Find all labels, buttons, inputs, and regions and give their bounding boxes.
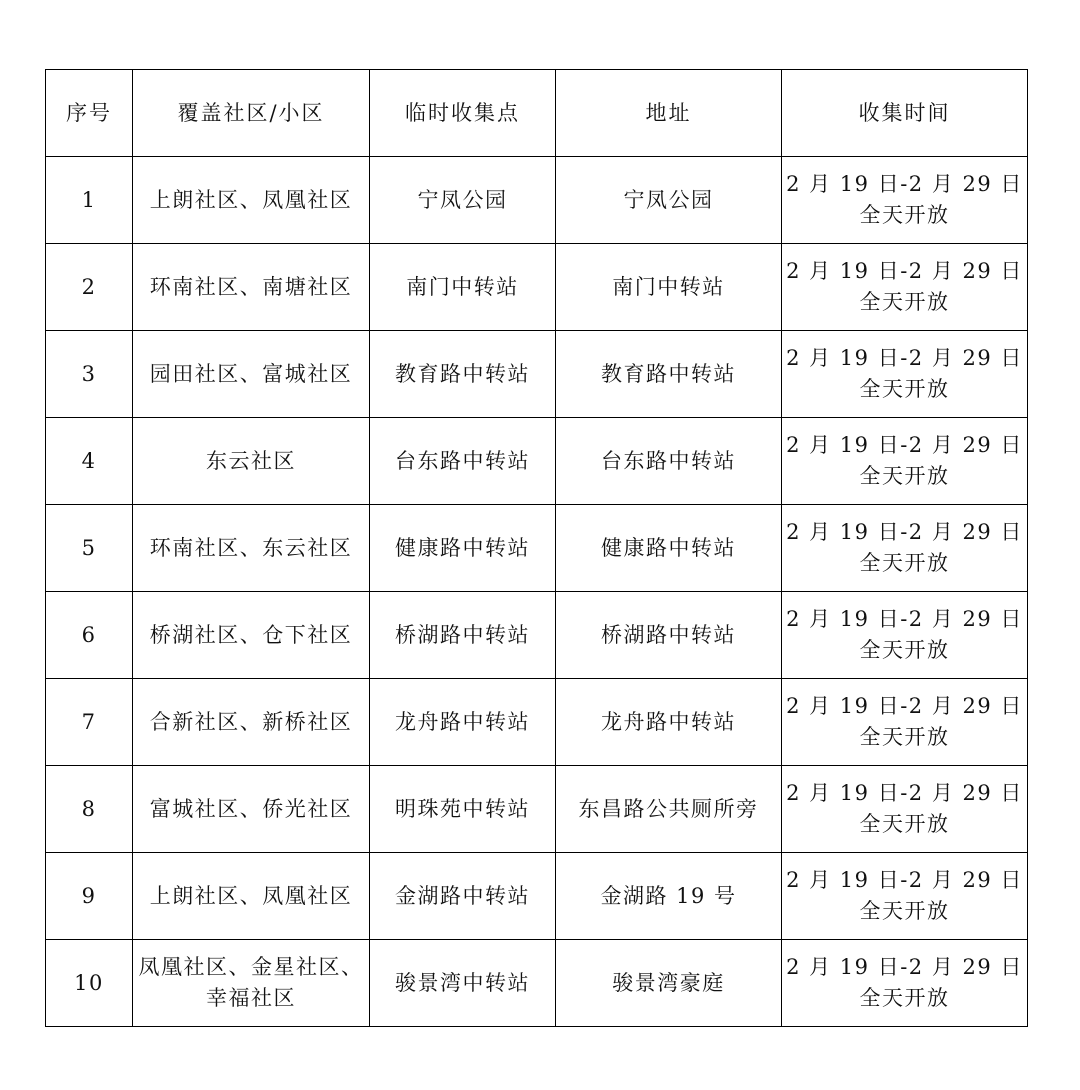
time-range: 2 月 19 日-2 月 29 日 <box>786 955 1023 979</box>
time-note: 全天开放 <box>859 638 950 662</box>
table-row <box>46 157 1028 244</box>
cell-community: 东云社区 <box>133 418 370 505</box>
cell-community: 富城社区、侨光社区 <box>133 766 370 853</box>
cell-time <box>782 766 1028 853</box>
time-range: 2 月 19 日-2 月 29 日 <box>786 346 1023 370</box>
cell-time <box>782 505 1028 592</box>
cell-no: 4 <box>46 418 133 505</box>
cell-community: 桥湖社区、仓下社区 <box>133 592 370 679</box>
cell-community: 凤凰社区、金星社区、幸福社区 <box>133 940 370 1027</box>
time-note: 全天开放 <box>859 203 950 227</box>
table-row <box>46 505 1028 592</box>
table-row <box>46 244 1028 331</box>
cell-address: 东昌路公共厕所旁 <box>556 766 782 853</box>
cell-no: 9 <box>46 853 133 940</box>
cell-community: 环南社区、南塘社区 <box>133 244 370 331</box>
time-note: 全天开放 <box>859 377 950 401</box>
time-note: 全天开放 <box>859 290 950 314</box>
time-note: 全天开放 <box>859 812 950 836</box>
time-note: 全天开放 <box>859 464 950 488</box>
cell-point: 宁凤公园 <box>370 157 556 244</box>
cell-point: 健康路中转站 <box>370 505 556 592</box>
cell-point: 桥湖路中转站 <box>370 592 556 679</box>
cell-no: 10 <box>46 940 133 1027</box>
time-note: 全天开放 <box>859 899 950 923</box>
header-community: 覆盖社区/小区 <box>133 70 370 157</box>
cell-point: 南门中转站 <box>370 244 556 331</box>
cell-time <box>782 853 1028 940</box>
cell-address: 龙舟路中转站 <box>556 679 782 766</box>
cell-address: 健康路中转站 <box>556 505 782 592</box>
time-range: 2 月 19 日-2 月 29 日 <box>786 868 1023 892</box>
cell-community: 上朗社区、凤凰社区 <box>133 157 370 244</box>
cell-time <box>782 331 1028 418</box>
header-address: 地址 <box>556 70 782 157</box>
cell-no: 1 <box>46 157 133 244</box>
table-body <box>46 157 1028 1027</box>
cell-community: 合新社区、新桥社区 <box>133 679 370 766</box>
cell-address: 宁凤公园 <box>556 157 782 244</box>
cell-no: 3 <box>46 331 133 418</box>
cell-community: 园田社区、富城社区 <box>133 331 370 418</box>
table-row <box>46 679 1028 766</box>
cell-point: 龙舟路中转站 <box>370 679 556 766</box>
cell-no: 8 <box>46 766 133 853</box>
cell-time <box>782 592 1028 679</box>
collection-points-table <box>45 69 1028 1027</box>
cell-no: 7 <box>46 679 133 766</box>
cell-point: 骏景湾中转站 <box>370 940 556 1027</box>
cell-no: 2 <box>46 244 133 331</box>
time-range: 2 月 19 日-2 月 29 日 <box>786 781 1023 805</box>
cell-time <box>782 157 1028 244</box>
time-range: 2 月 19 日-2 月 29 日 <box>786 259 1023 283</box>
table-row <box>46 940 1028 1027</box>
cell-time <box>782 940 1028 1027</box>
cell-address: 台东路中转站 <box>556 418 782 505</box>
cell-address: 南门中转站 <box>556 244 782 331</box>
cell-address: 桥湖路中转站 <box>556 592 782 679</box>
table-row <box>46 418 1028 505</box>
time-range: 2 月 19 日-2 月 29 日 <box>786 172 1023 196</box>
cell-community: 环南社区、东云社区 <box>133 505 370 592</box>
time-note: 全天开放 <box>859 725 950 749</box>
cell-point: 明珠苑中转站 <box>370 766 556 853</box>
cell-point: 教育路中转站 <box>370 331 556 418</box>
time-note: 全天开放 <box>859 551 950 575</box>
table-row <box>46 592 1028 679</box>
table-row <box>46 331 1028 418</box>
cell-address: 金湖路 19 号 <box>556 853 782 940</box>
time-note: 全天开放 <box>859 986 950 1010</box>
cell-community: 上朗社区、凤凰社区 <box>133 853 370 940</box>
header-no: 序号 <box>46 70 133 157</box>
cell-time <box>782 244 1028 331</box>
table-row <box>46 766 1028 853</box>
cell-no: 6 <box>46 592 133 679</box>
time-range: 2 月 19 日-2 月 29 日 <box>786 607 1023 631</box>
cell-address: 教育路中转站 <box>556 331 782 418</box>
header-row <box>46 70 1028 157</box>
time-range: 2 月 19 日-2 月 29 日 <box>786 433 1023 457</box>
cell-point: 金湖路中转站 <box>370 853 556 940</box>
header-point: 临时收集点 <box>370 70 556 157</box>
time-range: 2 月 19 日-2 月 29 日 <box>786 694 1023 718</box>
time-range: 2 月 19 日-2 月 29 日 <box>786 520 1023 544</box>
table-row <box>46 853 1028 940</box>
cell-point: 台东路中转站 <box>370 418 556 505</box>
cell-no: 5 <box>46 505 133 592</box>
cell-time <box>782 679 1028 766</box>
cell-address: 骏景湾豪庭 <box>556 940 782 1027</box>
header-time: 收集时间 <box>782 70 1028 157</box>
cell-time <box>782 418 1028 505</box>
